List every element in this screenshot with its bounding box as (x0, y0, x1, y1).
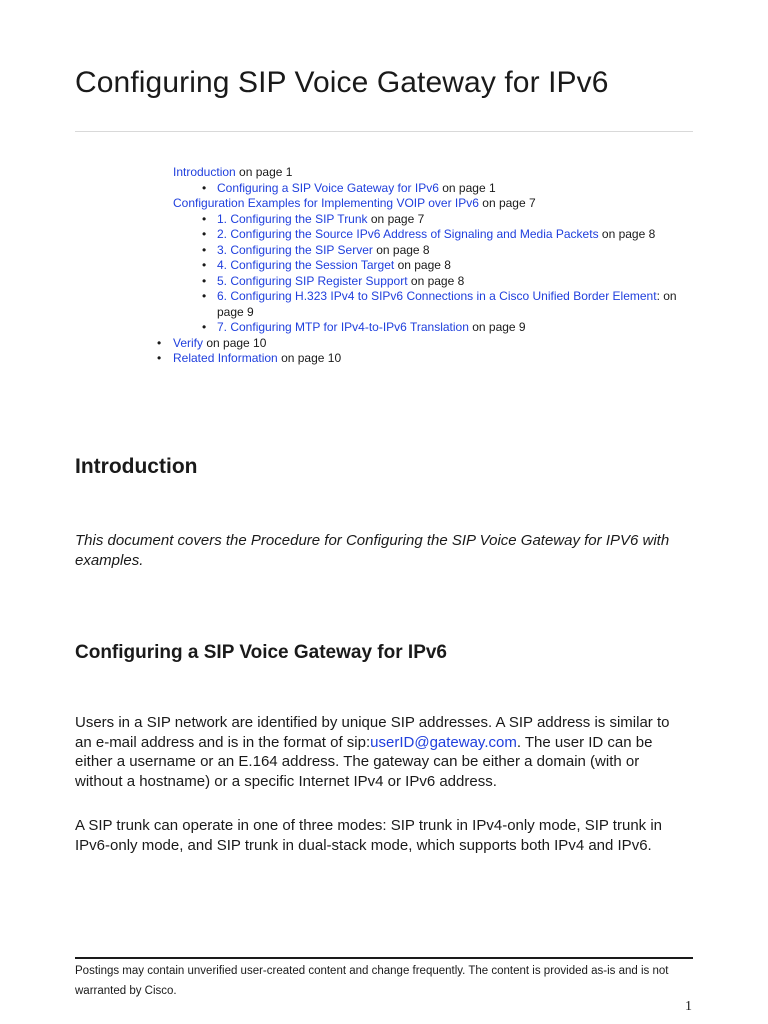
toc-page-ref: on page 8 (407, 274, 465, 288)
toc-subitem-2 (217, 227, 655, 243)
toc-item-configuration-examples (173, 196, 536, 212)
toc-page-ref: on page 10 (203, 336, 267, 350)
page-number: 1 (685, 999, 692, 1014)
toc-page-ref: on page 10 (277, 351, 342, 365)
footer-divider (75, 957, 693, 959)
toc-link-h323-ipv4-sipv6[interactable]: 6. Configuring H.323 IPv4 to SIPv6 Connections in a Cisco Unified Border Element (217, 289, 657, 303)
toc-link-sip-register[interactable]: 5. Configuring SIP Register Support (217, 274, 408, 288)
toc-page-ref: on page 9 (468, 320, 526, 334)
bullet-icon: • (157, 351, 162, 365)
toc-link-sip-server[interactable]: 3. Configuring the SIP Server (217, 243, 373, 257)
email-link[interactable]: userID@gateway.com (370, 733, 517, 751)
paragraph-text: . The user ID can be either a username or an E.164 address. The gateway can be either a domain (with or without a hostname) or a specific Internet IPv4 or IPv6 address. (75, 733, 653, 790)
bullet-icon: • (202, 181, 207, 195)
bullet-icon: • (202, 258, 207, 272)
toc-item-related-information (173, 351, 341, 367)
toc-page-ref: on page 8 (372, 243, 430, 257)
toc-link-verify[interactable]: Verify (173, 336, 204, 350)
section-heading: Configuring a SIP Voice Gateway for IPv6 (75, 642, 448, 663)
toc-item-configuring-sip-gateway (217, 181, 496, 197)
title-divider (75, 131, 693, 132)
bullet-icon: • (202, 243, 207, 257)
bullet-icon: • (202, 289, 207, 303)
bullet-icon: • (202, 227, 207, 241)
toc-item-introduction (173, 165, 292, 181)
sip-trunk-paragraph: A SIP trunk can operate in one of three modes: SIP trunk in IPv4-only mode, SIP trunk in IPv6-only mode, and SIP trunk in dual-stack mode, which supports both IPv4 and IPv6. (75, 817, 662, 854)
toc-page-ref: on page 1 (438, 181, 496, 195)
toc-page-ref: on page 8 (598, 227, 656, 241)
paragraph-text: Users in a SIP network are identified by unique SIP addresses. A SIP address is similar to an e-mail address and is in the format of sip: (75, 714, 670, 751)
bullet-icon: • (157, 336, 162, 350)
toc-link-configuration-examples[interactable]: Configuration Examples for Implementing VOIP over IPv6 (173, 196, 479, 210)
toc-subitem-6 (217, 289, 677, 305)
toc-link-related-information[interactable]: Related Information (173, 351, 278, 365)
toc-subitem-3 (217, 243, 430, 259)
toc-link-configuring-sip-gateway[interactable]: Configuring a SIP Voice Gateway for IPv6 (217, 181, 439, 195)
introduction-text: This document covers the Procedure for Configuring the SIP Voice Gateway for IPV6 with examples. (75, 532, 670, 569)
toc-link-session-target[interactable]: 4. Configuring the Session Target (217, 258, 395, 272)
toc-page-ref: on page 7 (367, 212, 425, 226)
toc-subitem-5 (217, 274, 464, 290)
bullet-icon: • (202, 274, 207, 288)
toc-item-verify (173, 336, 266, 352)
toc-page-ref: on page 7 (478, 196, 536, 210)
toc-link-source-ipv6[interactable]: 2. Configuring the Source IPv6 Address of Signaling and Media Packets (217, 227, 599, 241)
toc-link-introduction[interactable]: Introduction (173, 165, 236, 179)
toc-subitem-7 (217, 320, 526, 336)
toc-page-ref: on page 1 (235, 165, 293, 179)
footer-disclaimer: Postings may contain unverified user-created content and change frequently. The content is provided as-is and is not warranted by Cisco. (75, 965, 669, 997)
bullet-icon: • (202, 212, 207, 226)
introduction-heading: Introduction (75, 455, 198, 478)
page-title: Configuring SIP Voice Gateway for IPv6 (75, 66, 609, 99)
toc-link-mtp-translation[interactable]: 7. Configuring MTP for IPv4-to-IPv6 Translation (217, 320, 469, 334)
toc-subitem-4 (217, 258, 451, 274)
toc-link-sip-trunk[interactable]: 1. Configuring the SIP Trunk (217, 212, 368, 226)
toc-subitem-1 (217, 212, 424, 228)
toc-page-ref: : on (656, 289, 677, 303)
toc-page-ref: on page 8 (394, 258, 451, 272)
bullet-icon: • (202, 320, 207, 334)
toc-subitem-6-continuation: page 9 (217, 305, 254, 319)
sip-address-paragraph (75, 713, 675, 791)
